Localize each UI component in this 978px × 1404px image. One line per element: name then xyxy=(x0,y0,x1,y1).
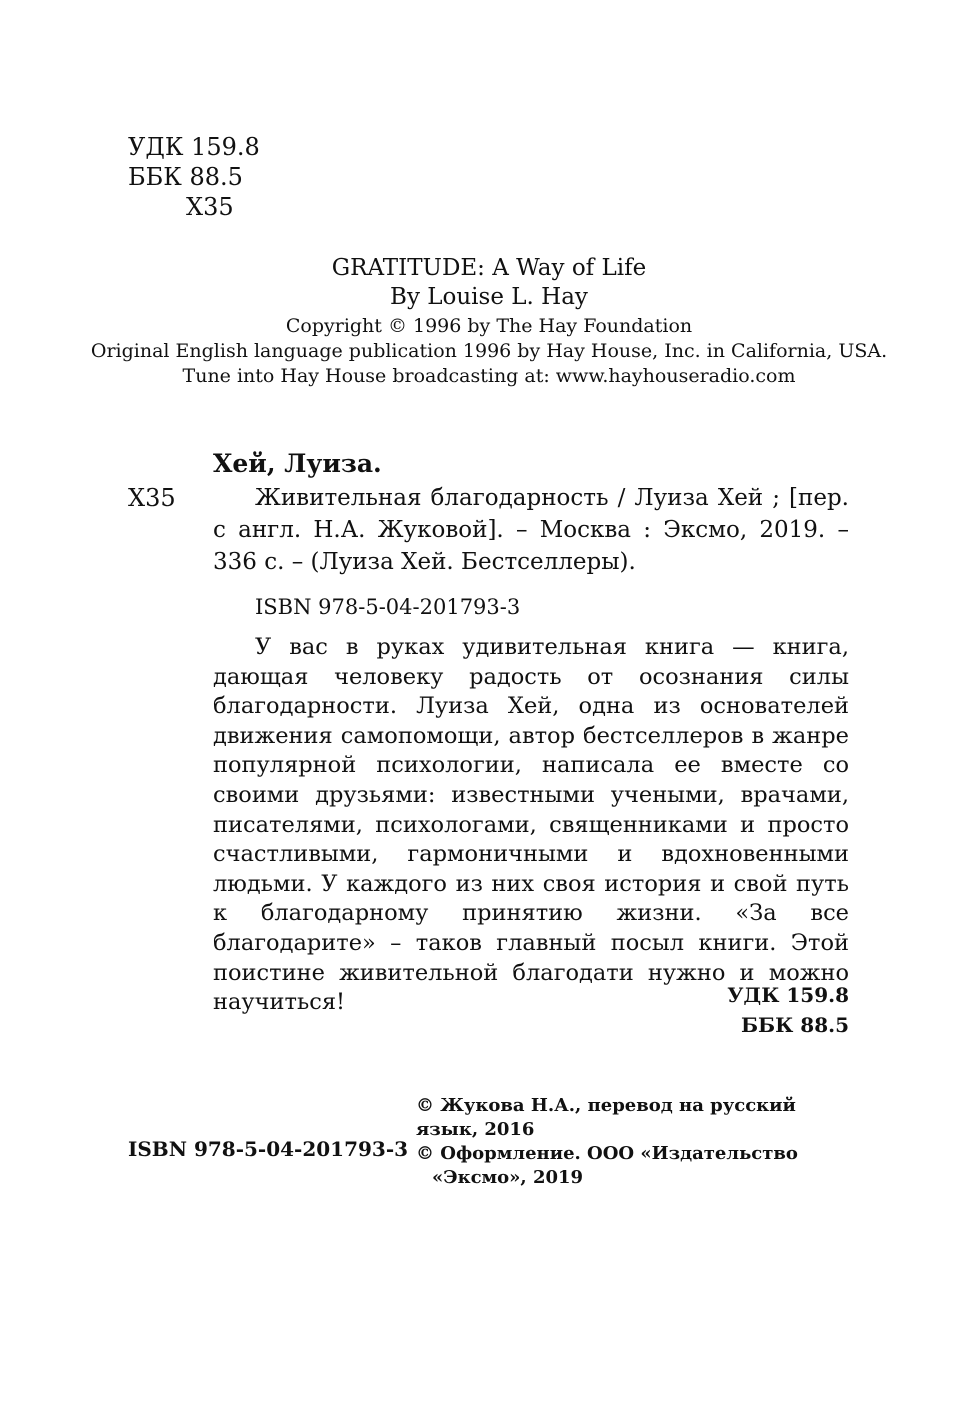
copyright-design-continued: «Эксмо», 2019 xyxy=(432,1167,584,1188)
copyright-design: © Оформление. ООО «Издательство xyxy=(416,1143,798,1164)
isbn-line: ISBN 978-5-04-201793-3 xyxy=(255,595,521,619)
codes-right xyxy=(620,980,849,1040)
udk-code-bold: УДК 159.8 xyxy=(727,983,849,1007)
original-edition-block xyxy=(0,254,978,389)
annotation-paragraph: У вас в руках удивительная книга — книга, дающая человеку радость от осознания силы благодарности. Луиза Хей, одна из основателей движения самопомощи, автор бестселлеров в жанре популярной психологии, написала ее вместе со своими друзьями: известными учеными, врачами, писателями, психологами, священниками и просто счастливыми, гармоничными и вдохновенными людьми. У каждого из них своя история и свой путь к благодарному принятию жизни. «За все благодарите» – таков главный посыл книги. Этой поистине живительной благодати нужно и можно научиться! xyxy=(213,634,849,1016)
original-copyright: Copyright © 1996 by The Hay Foundation xyxy=(285,315,693,337)
bibliographic-description: Живительная благодарность / Луиза Хей ; [пер. с англ. Н.А. Жуковой]. – Москва : Эксмо, 2019. – 336 с. – (Луиза Хей. Бестселлеры). xyxy=(213,485,849,575)
original-radio: Tune into Hay House broadcasting at: www.hayhouseradio.com xyxy=(182,365,796,387)
copyright-translation: © Жукова Н.А., перевод на русский язык, 2016 xyxy=(416,1095,796,1140)
udk-code: УДК 159.8 xyxy=(128,133,260,161)
bibliographic-author-mark: Х35 xyxy=(128,484,176,512)
original-title: GRATITUDE: A Way of Life xyxy=(331,255,647,281)
footer-copyright-block xyxy=(416,1094,856,1190)
classification-codes xyxy=(128,132,260,222)
bbk-code-bold: ББК 88.5 xyxy=(740,1013,849,1037)
author-heading: Хей, Луиза. xyxy=(213,449,382,478)
footer-isbn: ISBN 978-5-04-201793-3 xyxy=(128,1137,409,1161)
author-mark-code: Х35 xyxy=(186,193,234,221)
original-author: By Louise L. Hay xyxy=(390,284,588,310)
original-publication: Original English language publication 1996 by Hay House, Inc. in California, USA. xyxy=(90,340,888,362)
bbk-code: ББК 88.5 xyxy=(128,163,243,191)
